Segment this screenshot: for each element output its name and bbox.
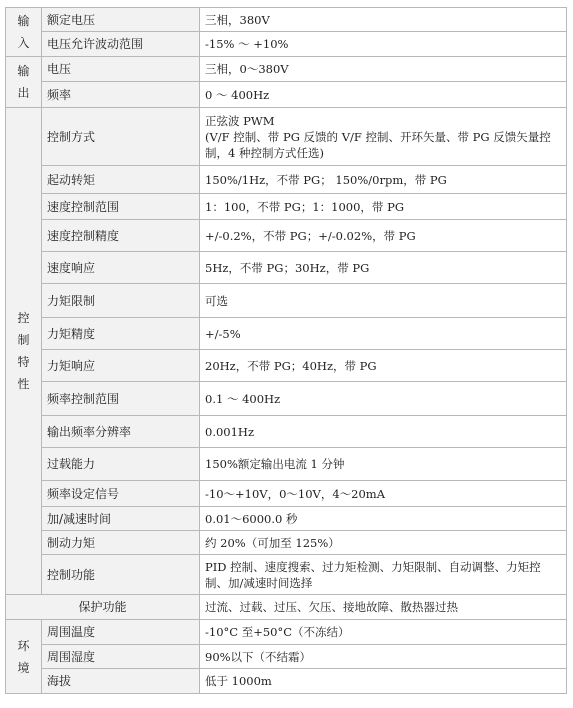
param-label: 速度控制范围 (42, 194, 200, 220)
param-label: 控制方式 (42, 108, 200, 166)
param-value: 低于 1000m (200, 669, 567, 694)
table-row (6, 82, 567, 108)
table-row (6, 318, 567, 350)
param-label: 力矩响应 (42, 350, 200, 382)
param-value: 1：100，不带 PG；1：1000，带 PG (200, 194, 567, 220)
table-row (6, 166, 567, 194)
table-row (6, 220, 567, 252)
param-value: 0.1 ～ 400Hz (200, 382, 567, 416)
param-value: 0.01～6000.0 秒 (200, 507, 567, 531)
param-value: 20Hz，不带 PG；40Hz，带 PG (200, 350, 567, 382)
param-label: 速度控制精度 (42, 220, 200, 252)
param-label: 额定电压 (42, 8, 200, 32)
param-value: 90%以下（不结霜） (200, 645, 567, 669)
param-label: 输出频率分辨率 (42, 416, 200, 448)
param-value: 可选 (200, 284, 567, 318)
param-label: 控制功能 (42, 555, 200, 595)
param-value: 三相，380V (200, 8, 567, 32)
param-value: 0.001Hz (200, 416, 567, 448)
param-label: 海拔 (42, 669, 200, 694)
param-value: -10°C 至+50°C（不冻结） (200, 620, 567, 645)
param-value: 0 ～ 400Hz (200, 82, 567, 108)
group-label-output: 输出 (6, 57, 42, 108)
table-row (6, 57, 567, 82)
table-row (6, 595, 567, 620)
table-row (6, 350, 567, 382)
param-value: 正弦波 PWM (V/F 控制、带 PG 反馈的 V/F 控制、开环矢量、带 PG 反馈矢量控制，4 种控制方式任选) (200, 108, 567, 166)
group-label-input: 输入 (6, 8, 42, 57)
param-label: 电压允许波动范围 (42, 32, 200, 57)
table-row (6, 448, 567, 481)
param-label: 制动力矩 (42, 531, 200, 555)
table-row (6, 284, 567, 318)
table-row (6, 382, 567, 416)
param-value: 三相，0～380V (200, 57, 567, 82)
param-value: 约 20%（可加至 125%） (200, 531, 567, 555)
param-label: 力矩限制 (42, 284, 200, 318)
param-label: 力矩精度 (42, 318, 200, 350)
param-value: 过流、过载、过压、欠压、接地故障、散热器过热 (200, 595, 567, 620)
table-row (6, 32, 567, 57)
param-value: 150%/1Hz，不带 PG； 150%/0rpm，带 PG (200, 166, 567, 194)
param-label: 保护功能 (6, 595, 200, 620)
param-value: +/-0.2%，不带 PG；+/-0.02%，带 PG (200, 220, 567, 252)
param-label: 过载能力 (42, 448, 200, 481)
table-row (6, 669, 567, 694)
table-row (6, 507, 567, 531)
table-row (6, 555, 567, 595)
table-row (6, 531, 567, 555)
table-row (6, 416, 567, 448)
param-value: 150%额定输出电流 1 分钟 (200, 448, 567, 481)
param-value: 5Hz，不带 PG；30Hz，带 PG (200, 252, 567, 284)
param-label: 起动转矩 (42, 166, 200, 194)
param-label: 速度响应 (42, 252, 200, 284)
table-row (6, 108, 567, 166)
group-label-control: 控制特性 (6, 108, 42, 595)
table-row (6, 252, 567, 284)
table-row (6, 481, 567, 507)
group-label-env: 环境 (6, 620, 42, 694)
param-label: 频率 (42, 82, 200, 108)
param-label: 频率控制范围 (42, 382, 200, 416)
param-value: -10～+10V，0～10V，4～20mA (200, 481, 567, 507)
param-label: 电压 (42, 57, 200, 82)
table-row (6, 645, 567, 669)
param-label: 加/减速时间 (42, 507, 200, 531)
spec-table (5, 7, 567, 694)
param-label: 频率设定信号 (42, 481, 200, 507)
param-value: +/-5% (200, 318, 567, 350)
table-row (6, 8, 567, 32)
param-label: 周围湿度 (42, 645, 200, 669)
param-label: 周围温度 (42, 620, 200, 645)
table-row (6, 620, 567, 645)
param-value: PID 控制、速度搜索、过力矩检测、力矩限制、自动调整、力矩控制、加/减速时间选择 (200, 555, 567, 595)
param-value: -15% ～ +10% (200, 32, 567, 57)
table-row (6, 194, 567, 220)
